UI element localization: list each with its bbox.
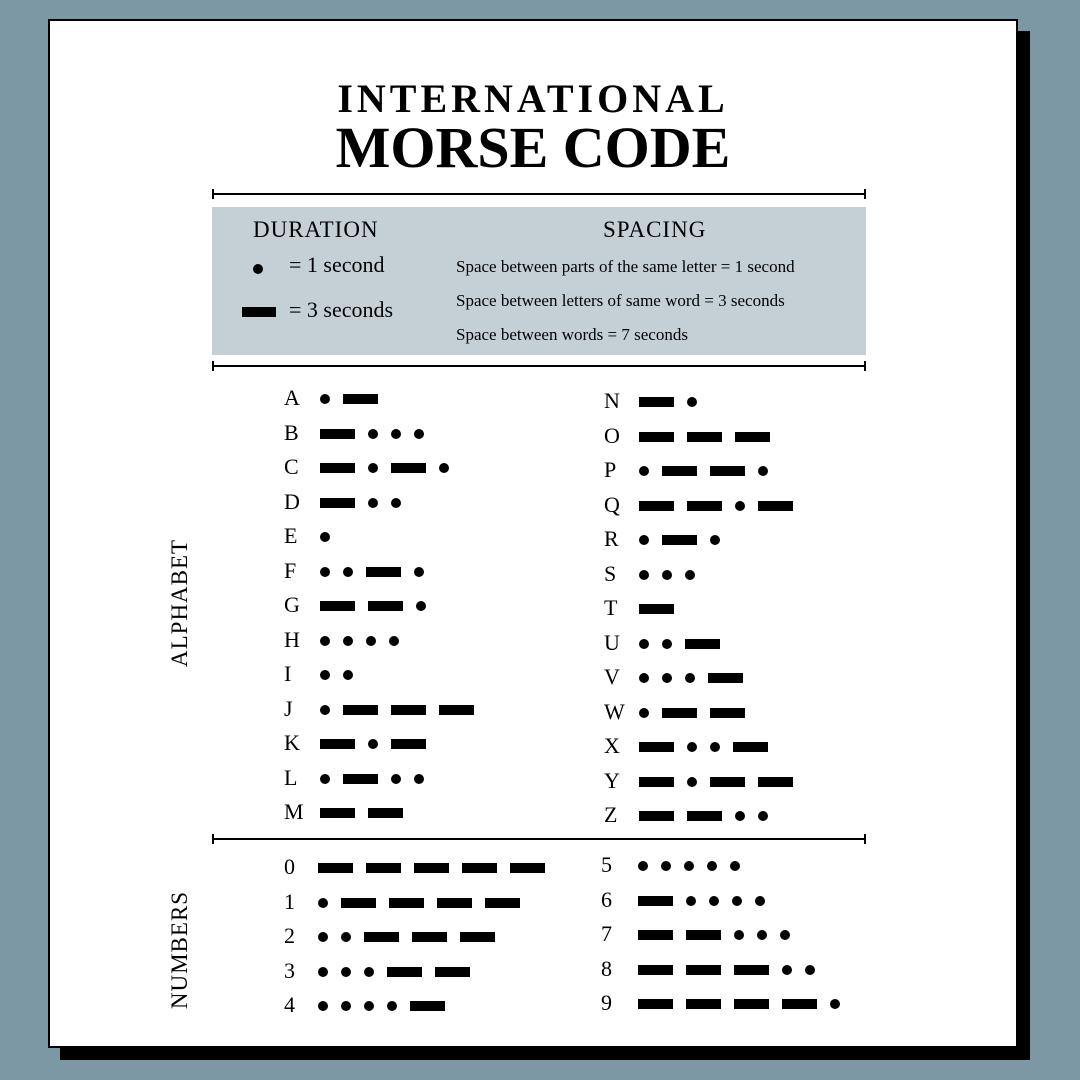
morse-character: H	[284, 626, 300, 652]
dash-mark	[710, 777, 745, 787]
dot-mark	[414, 429, 424, 439]
dash-mark	[435, 967, 470, 977]
morse-character: R	[604, 526, 619, 551]
dot-mark	[318, 1001, 328, 1011]
alphabet-section-label: ALPHABET	[167, 538, 192, 667]
morse-character: P	[604, 457, 617, 482]
dash-mark	[639, 604, 674, 614]
dot-mark	[320, 670, 330, 680]
dash-mark	[710, 708, 745, 718]
morse-character: 9	[601, 990, 612, 1015]
dot-mark	[639, 535, 649, 545]
dot-mark	[364, 967, 374, 977]
morse-code-sequence	[639, 396, 697, 408]
dot-mark	[639, 639, 649, 649]
dot-mark	[685, 673, 695, 683]
dot-mark	[662, 570, 672, 580]
morse-character: S	[604, 560, 617, 586]
dash-mark	[343, 774, 378, 784]
dot-mark	[685, 570, 695, 580]
dash-mark	[686, 999, 721, 1009]
dash-mark	[735, 432, 770, 442]
dash-mark	[662, 535, 697, 545]
dot-mark	[320, 567, 330, 577]
morse-chart-card	[48, 19, 1018, 1048]
morse-code-sequence	[639, 465, 768, 477]
morse-character: 1	[284, 888, 295, 914]
morse-character: 4	[284, 992, 295, 1017]
morse-character: N	[604, 388, 620, 413]
morse-code-sequence	[639, 741, 768, 753]
morse-character: 2	[284, 923, 295, 948]
dash-mark	[639, 501, 674, 511]
dash-mark	[687, 811, 722, 821]
dash-mark	[485, 898, 520, 908]
morse-code-sequence	[318, 931, 495, 943]
dash-mark	[387, 967, 422, 977]
morse-code-sequence	[318, 862, 545, 874]
dash-mark	[320, 808, 355, 818]
dot-mark	[687, 777, 697, 787]
morse-code-sequence	[320, 807, 403, 819]
dash-mark	[391, 739, 426, 749]
morse-character: 0	[284, 854, 295, 879]
morse-character: J	[284, 695, 293, 721]
divider-mid	[212, 365, 866, 367]
dash-mark	[685, 639, 720, 649]
morse-character: I	[284, 661, 292, 686]
dot-mark	[735, 811, 745, 821]
dash-mark	[318, 863, 353, 873]
numbers-section-label: NUMBERS	[167, 890, 192, 1010]
dot-mark	[341, 932, 351, 942]
dot-symbol-icon	[253, 264, 263, 274]
morse-character: G	[284, 592, 300, 617]
dash-mark	[710, 466, 745, 476]
dot-mark	[341, 967, 351, 977]
dot-mark	[318, 898, 328, 908]
morse-code-sequence	[638, 860, 740, 872]
dot-mark	[732, 896, 742, 906]
dash-mark	[662, 708, 697, 718]
morse-code-sequence	[639, 810, 768, 822]
morse-character: U	[604, 629, 620, 655]
dot-mark	[368, 429, 378, 439]
morse-code-sequence	[639, 569, 695, 581]
dash-mark	[462, 863, 497, 873]
dash-mark	[320, 463, 355, 473]
dash-mark	[758, 777, 793, 787]
dash-symbol-icon	[242, 307, 276, 317]
morse-code-sequence	[320, 393, 378, 405]
dot-mark	[320, 774, 330, 784]
dash-mark	[320, 739, 355, 749]
spacing-rule: Space between words = 7 seconds	[456, 325, 688, 344]
dot-mark	[320, 394, 330, 404]
morse-character: 5	[601, 852, 612, 877]
dot-mark	[320, 636, 330, 646]
dot-mark	[782, 965, 792, 975]
morse-code-sequence	[638, 895, 765, 907]
morse-code-sequence	[639, 500, 793, 512]
morse-character: O	[604, 422, 620, 448]
morse-character: 7	[601, 921, 612, 946]
morse-code-sequence	[639, 672, 743, 684]
dot-mark	[320, 705, 330, 715]
morse-code-sequence	[638, 964, 815, 976]
morse-character: T	[604, 595, 618, 620]
dot-mark	[391, 774, 401, 784]
dot-mark	[709, 896, 719, 906]
dash-mark	[687, 501, 722, 511]
dot-mark	[638, 861, 648, 871]
dash-mark	[708, 673, 743, 683]
dash-mark	[687, 432, 722, 442]
dash-mark	[343, 705, 378, 715]
divider-top	[212, 193, 866, 195]
morse-code-sequence	[320, 462, 449, 474]
dash-mark	[638, 965, 673, 975]
dot-mark	[662, 639, 672, 649]
dash-mark	[639, 742, 674, 752]
morse-character: Z	[604, 802, 618, 827]
dot-mark	[318, 967, 328, 977]
morse-code-sequence	[639, 776, 793, 788]
dash-mark	[639, 432, 674, 442]
morse-character: 6	[601, 886, 612, 912]
morse-character: M	[284, 799, 304, 824]
dot-mark	[341, 1001, 351, 1011]
dash-mark	[638, 999, 673, 1009]
dash-mark	[320, 429, 355, 439]
morse-code-sequence	[638, 998, 840, 1010]
morse-code-sequence	[320, 600, 426, 612]
morse-character: W	[604, 698, 625, 724]
dash-mark	[391, 705, 426, 715]
dot-mark	[639, 466, 649, 476]
morse-code-sequence	[320, 704, 474, 716]
dot-mark	[439, 463, 449, 473]
dash-mark	[639, 811, 674, 821]
dot-mark	[639, 708, 649, 718]
morse-code-sequence	[639, 534, 720, 546]
dash-mark	[410, 1001, 445, 1011]
dot-mark	[364, 1001, 374, 1011]
duration-heading: DURATION	[253, 217, 379, 242]
title-line-1: INTERNATIONAL	[337, 76, 729, 121]
dot-mark	[661, 861, 671, 871]
legend-box	[212, 207, 866, 355]
dot-mark	[730, 861, 740, 871]
morse-character: E	[284, 523, 298, 548]
dash-mark	[733, 742, 768, 752]
divider-bottom	[212, 838, 866, 840]
morse-code-sequence	[320, 566, 424, 578]
dash-mark	[341, 898, 376, 908]
morse-code-sequence	[320, 773, 424, 785]
dot-mark	[414, 567, 424, 577]
spacing-heading: SPACING	[603, 217, 707, 242]
dot-mark	[366, 636, 376, 646]
morse-code-sequence	[318, 966, 470, 978]
dot-mark	[780, 930, 790, 940]
dash-mark	[639, 777, 674, 787]
dot-mark	[662, 673, 672, 683]
dash-mark	[412, 932, 447, 942]
morse-character: F	[284, 557, 297, 583]
dot-mark	[343, 670, 353, 680]
dash-mark	[364, 932, 399, 942]
morse-character: V	[604, 664, 620, 689]
morse-character: Q	[604, 491, 620, 517]
morse-code-sequence	[320, 738, 426, 750]
dot-mark	[734, 930, 744, 940]
dot-mark	[368, 463, 378, 473]
morse-code-sequence	[639, 431, 770, 443]
morse-character: 3	[284, 957, 295, 983]
dot-mark	[686, 896, 696, 906]
dash-mark	[639, 397, 674, 407]
dot-mark	[414, 774, 424, 784]
dot-mark	[687, 742, 697, 752]
dash-mark	[343, 394, 378, 404]
spacing-rule: Space between parts of the same letter = 1 second	[456, 257, 795, 276]
dot-mark	[707, 861, 717, 871]
dot-mark	[710, 535, 720, 545]
dot-mark	[391, 429, 401, 439]
morse-character: Y	[604, 767, 620, 793]
dash-duration-label: = 3 seconds	[289, 297, 394, 322]
morse-code-sequence	[320, 669, 353, 681]
morse-code-sequence	[638, 929, 790, 941]
morse-character: A	[284, 385, 300, 410]
dash-mark	[734, 999, 769, 1009]
morse-character: L	[284, 764, 298, 790]
dash-mark	[366, 863, 401, 873]
dot-mark	[758, 466, 768, 476]
dot-mark	[320, 532, 330, 542]
morse-character: B	[284, 419, 299, 445]
dot-mark	[757, 930, 767, 940]
dash-mark	[782, 999, 817, 1009]
dash-mark	[368, 808, 403, 818]
morse-code-sequence	[318, 897, 520, 909]
morse-code-sequence	[320, 531, 330, 543]
dot-mark	[805, 965, 815, 975]
dot-mark	[368, 498, 378, 508]
morse-code-sequence	[320, 428, 424, 440]
morse-character: K	[284, 730, 300, 755]
dot-mark	[387, 1001, 397, 1011]
morse-code-sequence	[639, 707, 745, 719]
dash-mark	[686, 965, 721, 975]
dash-mark	[638, 896, 673, 906]
morse-character: X	[604, 733, 620, 758]
title-line-2: MORSE CODE	[335, 115, 731, 180]
morse-character: C	[284, 454, 299, 479]
dot-mark	[735, 501, 745, 511]
dash-mark	[686, 930, 721, 940]
dash-mark	[460, 932, 495, 942]
dot-mark	[687, 397, 697, 407]
dot-mark	[639, 570, 649, 580]
dash-mark	[758, 501, 793, 511]
dot-mark	[755, 896, 765, 906]
dash-mark	[320, 498, 355, 508]
dot-mark	[710, 742, 720, 752]
dash-mark	[510, 863, 545, 873]
dot-mark	[758, 811, 768, 821]
dot-mark	[391, 498, 401, 508]
morse-code-sequence	[639, 638, 720, 650]
spacing-rule: Space between letters of same word = 3 seconds	[456, 291, 785, 310]
dash-mark	[662, 466, 697, 476]
dot-mark	[343, 567, 353, 577]
dash-mark	[368, 601, 403, 611]
dot-mark	[684, 861, 694, 871]
dot-mark	[830, 999, 840, 1009]
dash-mark	[414, 863, 449, 873]
dash-mark	[437, 898, 472, 908]
dot-duration-label: = 1 second	[289, 252, 385, 277]
dot-mark	[416, 601, 426, 611]
dash-mark	[439, 705, 474, 715]
morse-character: 8	[601, 955, 612, 981]
dot-mark	[343, 636, 353, 646]
dash-mark	[320, 601, 355, 611]
morse-code-sequence	[320, 497, 401, 509]
morse-character: D	[284, 488, 300, 514]
morse-code-sequence	[639, 603, 674, 615]
dash-mark	[638, 930, 673, 940]
dot-mark	[389, 636, 399, 646]
dash-mark	[734, 965, 769, 975]
dash-mark	[391, 463, 426, 473]
dash-mark	[366, 567, 401, 577]
morse-code-sequence	[320, 635, 399, 647]
dot-mark	[318, 932, 328, 942]
dot-mark	[639, 673, 649, 683]
dash-mark	[389, 898, 424, 908]
dot-mark	[368, 739, 378, 749]
morse-code-sequence	[318, 1000, 445, 1012]
